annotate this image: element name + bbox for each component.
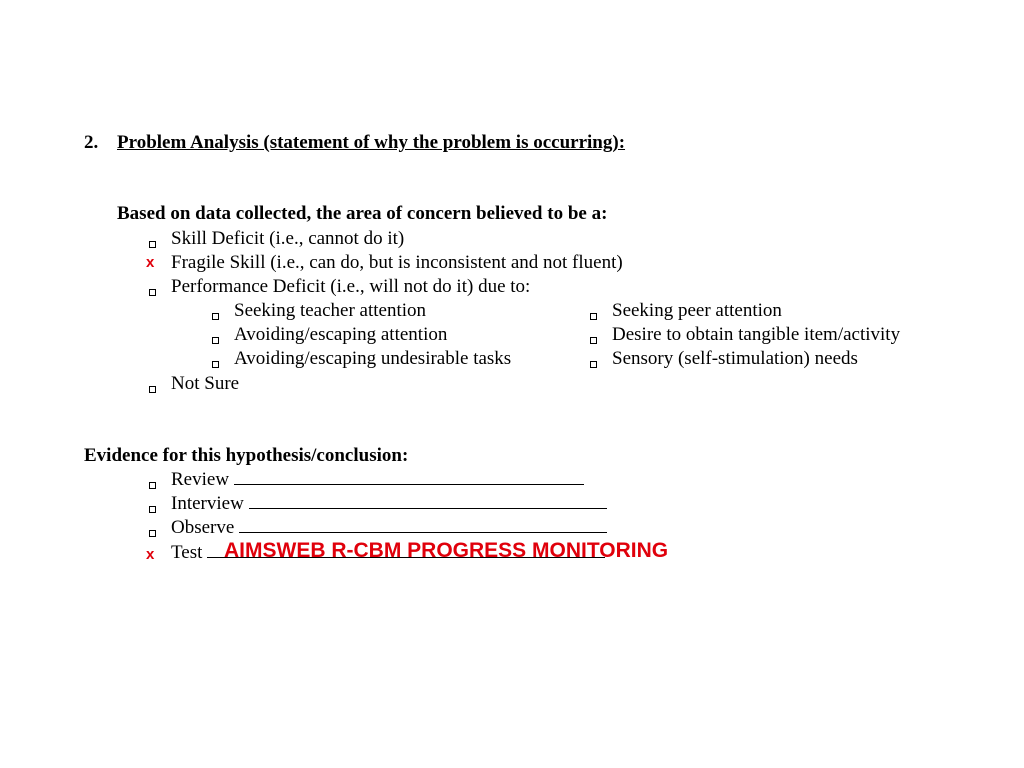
checkbox-x-icon: x xyxy=(146,254,155,271)
evidence-interview-label: Interview xyxy=(171,493,244,514)
checkbox-sensory[interactable] xyxy=(590,356,597,372)
checkbox-empty-icon xyxy=(149,289,156,296)
option-not-sure: Not Sure xyxy=(171,373,240,394)
checkbox-interview[interactable] xyxy=(149,501,156,517)
checkbox-empty-icon xyxy=(149,530,156,537)
option-tangible: Desire to obtain tangible item/activity xyxy=(612,324,901,345)
checkbox-empty-icon xyxy=(590,313,597,320)
option-performance-deficit: Performance Deficit (i.e., will not do it) due to: xyxy=(171,276,531,297)
concern-intro: Based on data collected, the area of concern believed to be a: xyxy=(117,203,608,224)
option-seeking-teacher: Seeking teacher attention xyxy=(234,300,427,321)
checkbox-empty-icon xyxy=(212,361,219,368)
evidence-review-label: Review xyxy=(171,469,230,490)
checkbox-avoiding-attention[interactable] xyxy=(212,332,219,348)
checkbox-empty-icon xyxy=(590,361,597,368)
review-blank-line[interactable] xyxy=(234,470,584,485)
checkbox-fragile-skill[interactable] xyxy=(146,255,154,271)
checkbox-tangible[interactable] xyxy=(590,332,597,348)
evidence-heading: Evidence for this hypothesis/conclusion: xyxy=(84,445,409,466)
checkbox-observe[interactable] xyxy=(149,525,156,541)
checkbox-performance-deficit[interactable] xyxy=(149,284,156,300)
section-title: Problem Analysis (statement of why the problem is occurring): xyxy=(117,132,626,153)
observe-blank-line[interactable] xyxy=(239,518,607,533)
option-avoiding-attention: Avoiding/escaping attention xyxy=(234,324,448,345)
option-sensory: Sensory (self-stimulation) needs xyxy=(612,348,858,369)
test-answer: AIMSWEB R-CBM PROGRESS MONITORING xyxy=(224,539,669,562)
option-avoiding-tasks: Avoiding/escaping undesirable tasks xyxy=(234,348,512,369)
interview-blank-line[interactable] xyxy=(249,494,607,509)
checkbox-empty-icon xyxy=(212,313,219,320)
evidence-observe xyxy=(171,518,607,537)
checkbox-empty-icon xyxy=(212,337,219,344)
checkbox-skill-deficit[interactable] xyxy=(149,236,156,252)
option-fragile-skill: Fragile Skill (i.e., can do, but is inconsistent and not fluent) xyxy=(171,252,623,273)
checkbox-seeking-peer[interactable] xyxy=(590,308,597,324)
checkbox-empty-icon xyxy=(149,506,156,513)
checkbox-test[interactable] xyxy=(146,547,154,563)
evidence-review xyxy=(171,470,584,489)
checkbox-empty-icon xyxy=(149,386,156,393)
section-number: 2. xyxy=(84,132,99,153)
checkbox-not-sure[interactable] xyxy=(149,381,156,397)
checkbox-review[interactable] xyxy=(149,477,156,493)
checkbox-x-icon: x xyxy=(146,546,155,563)
evidence-interview xyxy=(171,494,607,513)
checkbox-empty-icon xyxy=(590,337,597,344)
checkbox-empty-icon xyxy=(149,482,156,489)
option-seeking-peer: Seeking peer attention xyxy=(612,300,782,321)
evidence-test-label: Test xyxy=(171,542,203,563)
checkbox-seeking-teacher[interactable] xyxy=(212,308,219,324)
evidence-observe-label: Observe xyxy=(171,517,235,538)
checkbox-avoiding-tasks[interactable] xyxy=(212,356,219,372)
option-skill-deficit: Skill Deficit (i.e., cannot do it) xyxy=(171,228,405,249)
checkbox-empty-icon xyxy=(149,241,156,248)
